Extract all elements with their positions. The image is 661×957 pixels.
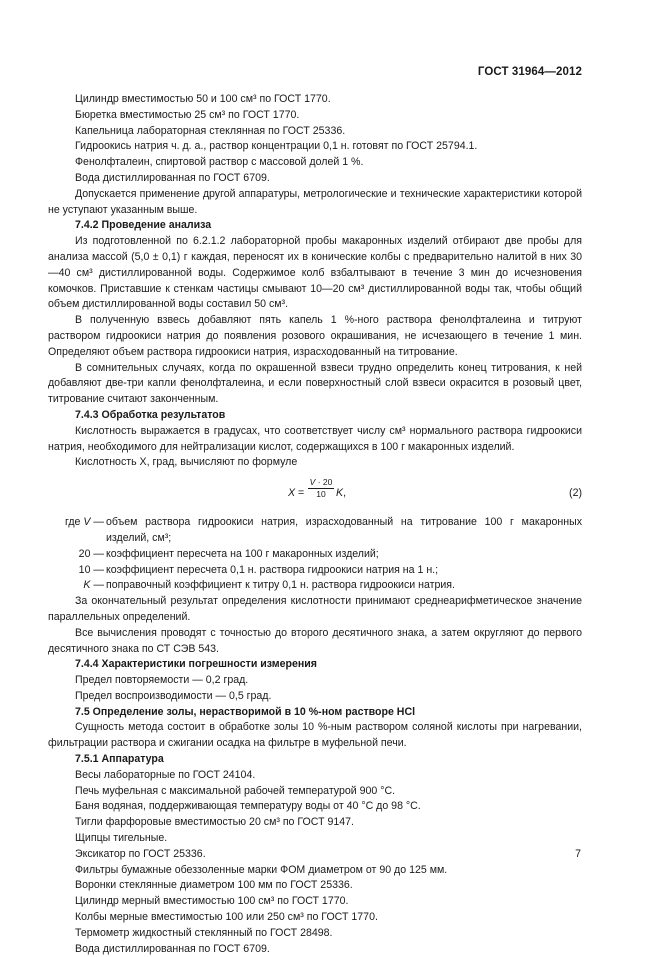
where-item bbox=[48, 515, 582, 547]
list-item: Предел повторяемости — 0,2 град. bbox=[75, 674, 249, 687]
formula-lhs: X bbox=[288, 487, 296, 500]
section-heading-7-4-3: 7.4.3 Обработка результатов bbox=[75, 408, 226, 421]
list-item: Цилиндр мерный вместимостью 100 см³ по ГОСТ 1770. bbox=[75, 895, 349, 908]
list-item: Фильтры бумажные обеззоленные марки ФОМ диаметром от 90 до 125 мм. bbox=[75, 863, 448, 876]
paragraph: За окончательный результат определения кислотности принимают среднеарифметическое значение параллельных определений. bbox=[48, 595, 582, 623]
where-text: коэффициент пересчета на 100 г макаронных изделий; bbox=[106, 547, 379, 560]
formula-numerator-var: V bbox=[309, 477, 316, 488]
where-symbol bbox=[48, 515, 106, 547]
equipment-list bbox=[48, 92, 582, 187]
formula-2 bbox=[48, 477, 582, 511]
where-symbol bbox=[48, 563, 106, 579]
paragraph: В сомнительных случаях, когда по окрашенной взвеси трудно определить конец титрования, к ней добавляют две-три капли фенолфталеина, и если поверхностный слой взвеси окрасится в розовый цвет, титрование считают законченным. bbox=[48, 361, 582, 406]
section-heading-7-5-1: 7.5.1 Аппаратура bbox=[75, 753, 164, 766]
list-item: Вода дистиллированная по ГОСТ 6709. bbox=[75, 942, 270, 955]
paragraph: Кислотность X, град, вычисляют по формуле bbox=[75, 456, 298, 469]
list-item: Колбы мерные вместимостью 100 или 250 см³ по ГОСТ 1770. bbox=[75, 911, 378, 924]
formula-coefficient bbox=[336, 486, 346, 502]
paragraph: В полученную взвесь добавляют пять капель 1 %-ного раствора фенолфталеина и титруют раствором гидроокиси натрия до появления розового окрашивания, не исчезающего в течение 1 мин. Определяют объем раствора гидроокиси натрия, израсходованный на титрование. bbox=[48, 314, 582, 358]
formula-k: K bbox=[336, 487, 344, 500]
where-item bbox=[48, 578, 582, 594]
where-symbol-text: 10 — bbox=[78, 563, 104, 576]
formula-fraction bbox=[308, 477, 334, 500]
where-symbol bbox=[48, 578, 106, 594]
paragraph: Из подготовленной по 6.2.1.2 лабораторной пробы макаронных изделий отбирают две пробы для анализа массой (5,0 ± 0,1) г каждая, переносят их в конические колбы с предварительно налитой в них 30—40 см³ дистиллированной воды. Содержимое колб взбалтывают в течение 3 мин до исчезновения комочков. Приставшие к стенкам частицы смывают 10—20 см³ дистиллированной воды так, чтобы общий объем дистиллированной воды составил 50 см³. bbox=[48, 235, 582, 311]
where-symbol bbox=[48, 547, 106, 563]
where-prefix: где bbox=[64, 516, 84, 529]
list-item: Предел воспроизводимости — 0,5 град. bbox=[75, 689, 272, 702]
paragraph: Все вычисления проводят с точностью до второго десятичного знака, а затем округляют до первого десятичного знака по СТ СЭВ 543. bbox=[48, 626, 582, 655]
formula-denominator: 10 bbox=[316, 489, 326, 500]
list-item: Цилиндр вместимостью 50 и 100 см³ по ГОСТ 1770. bbox=[75, 93, 331, 105]
list-item: Щипцы тигельные. bbox=[75, 832, 168, 845]
list-item: Эксикатор по ГОСТ 25336. bbox=[75, 847, 206, 860]
list-item: Весы лабораторные по ГОСТ 24104. bbox=[75, 768, 256, 781]
list-item: Бюретка вместимостью 25 см³ по ГОСТ 1770. bbox=[75, 108, 300, 121]
standard-header: ГОСТ 31964—2012 bbox=[477, 66, 582, 78]
where-symbol-text: 20 — bbox=[78, 547, 104, 560]
list-item: Гидроокись натрия ч. д. а., раствор концентрации 0,1 н. готовят по ГОСТ 25794.1. bbox=[75, 140, 478, 153]
where-item bbox=[48, 547, 582, 563]
apparatus-list bbox=[48, 768, 582, 957]
formula-numerator bbox=[308, 477, 334, 489]
list-item: Фенолфталеин, спиртовой раствор с массовой долей 1 %. bbox=[75, 156, 364, 169]
list-item: Тигли фарфоровые вместимостью 20 см³ по ГОСТ 9147. bbox=[75, 816, 355, 829]
where-text: коэффициент пересчета 0,1 н. раствора гидроокиси натрия на 1 н.; bbox=[106, 563, 439, 576]
where-symbol-text: V — bbox=[83, 516, 104, 529]
page-number: 7 bbox=[575, 848, 581, 860]
list-item: Воронки стеклянные диаметром 100 мм по ГОСТ 25336. bbox=[75, 879, 353, 892]
formula-numerator-rest: · 20 bbox=[315, 477, 333, 488]
list-item: Печь муфельная с максимальной рабочей температурой 900 °С. bbox=[75, 784, 396, 797]
list-item: Вода дистиллированная по ГОСТ 6709. bbox=[75, 171, 270, 184]
list-item: Термометр жидкостный стеклянный по ГОСТ 28498. bbox=[75, 926, 333, 939]
formula-tail: , bbox=[343, 487, 347, 500]
where-text: объем раствора гидроокиси натрия, израсходованный на титрование 100 г макаронных изделий, см³; bbox=[106, 516, 582, 544]
section-heading-7-4-4: 7.4.4 Характеристики погрешности измерения bbox=[75, 658, 317, 671]
section-heading-7-4-2: 7.4.2 Проведение анализа bbox=[75, 219, 212, 232]
where-item bbox=[48, 563, 582, 579]
where-symbol-text: K — bbox=[83, 579, 104, 592]
where-list bbox=[48, 515, 582, 594]
formula-number: (2) bbox=[569, 487, 582, 500]
paragraph: Сущность метода состоит в обработке золы 10 %-ным раствором соляной кислоты при нагревании, фильтрации раствора и сжигании осадка на фильтре в муфельной печи. bbox=[48, 721, 582, 750]
list-item: Капельница лабораторная стеклянная по ГОСТ 25336. bbox=[75, 124, 346, 137]
list-item: Баня водяная, поддерживающая температуру воды от 40 °С до 98 °С. bbox=[75, 800, 421, 813]
paragraph: Кислотность выражается в градусах, что соответствует числу см³ нормального раствора гидроокиси натрия, необходимого для нейтрализации кислот, содержащихся в 100 г макаронных изделий. bbox=[48, 424, 582, 453]
equipment-note: Допускается применение другой аппаратуры, метрологические и технические характеристики которой не уступают указанным выше. bbox=[48, 187, 582, 216]
where-text: поправочный коэффициент к титру 0,1 н. раствора гидроокиси натрия. bbox=[106, 579, 455, 592]
section-heading-7-5: 7.5 Определение золы, нерастворимой в 10 %-ном растворе HCl bbox=[75, 705, 416, 718]
document-body bbox=[48, 92, 582, 957]
formula-equals: = bbox=[298, 487, 305, 500]
